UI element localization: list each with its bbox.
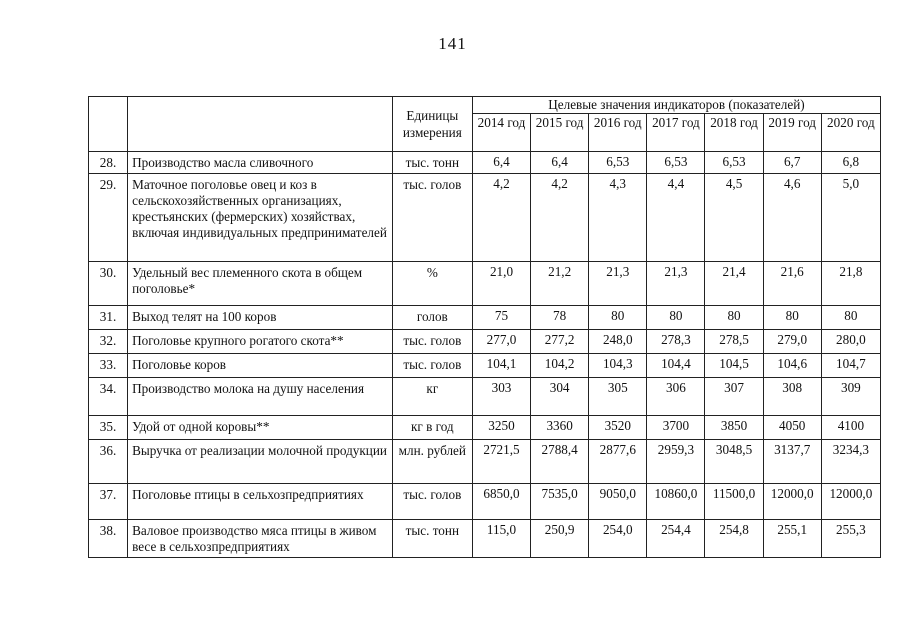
value-cell: 21,8 <box>821 262 880 306</box>
unit-cell: тыс. тонн <box>392 152 472 174</box>
value-cell: 12000,0 <box>763 484 821 520</box>
row-number: 32. <box>89 330 128 354</box>
table-row <box>89 174 881 262</box>
value-cell: 80 <box>763 306 821 330</box>
value-cell: 255,1 <box>763 520 821 558</box>
unit-cell: тыс. тонн <box>392 520 472 558</box>
value-cell: 305 <box>589 378 647 416</box>
value-cell: 9050,0 <box>589 484 647 520</box>
value-cell: 279,0 <box>763 330 821 354</box>
table-row <box>89 330 881 354</box>
value-cell: 2788,4 <box>531 440 589 484</box>
header-year: 2018 год <box>705 114 763 152</box>
row-number: 34. <box>89 378 128 416</box>
value-cell: 6,53 <box>647 152 705 174</box>
value-cell: 254,4 <box>647 520 705 558</box>
value-cell: 5,0 <box>821 174 880 262</box>
header-year: 2019 год <box>763 114 821 152</box>
indicator-name: Поголовье коров <box>128 354 393 378</box>
indicator-name: Выход телят на 100 коров <box>128 306 393 330</box>
indicator-name: Удельный вес племенного скота в общем поголовье* <box>128 262 393 306</box>
value-cell: 277,2 <box>531 330 589 354</box>
value-cell: 80 <box>647 306 705 330</box>
value-cell: 104,6 <box>763 354 821 378</box>
value-cell: 3360 <box>531 416 589 440</box>
unit-cell: голов <box>392 306 472 330</box>
value-cell: 4,5 <box>705 174 763 262</box>
value-cell: 3520 <box>589 416 647 440</box>
value-cell: 3850 <box>705 416 763 440</box>
value-cell: 280,0 <box>821 330 880 354</box>
value-cell: 80 <box>589 306 647 330</box>
row-number: 38. <box>89 520 128 558</box>
value-cell: 4,3 <box>589 174 647 262</box>
value-cell: 78 <box>531 306 589 330</box>
unit-cell: кг в год <box>392 416 472 440</box>
table-row <box>89 416 881 440</box>
value-cell: 104,7 <box>821 354 880 378</box>
value-cell: 21,2 <box>531 262 589 306</box>
header-year: 2020 год <box>821 114 880 152</box>
value-cell: 6850,0 <box>472 484 530 520</box>
row-number: 37. <box>89 484 128 520</box>
value-cell: 4050 <box>763 416 821 440</box>
value-cell: 21,0 <box>472 262 530 306</box>
value-cell: 2721,5 <box>472 440 530 484</box>
value-cell: 11500,0 <box>705 484 763 520</box>
value-cell: 12000,0 <box>821 484 880 520</box>
value-cell: 3250 <box>472 416 530 440</box>
value-cell: 21,4 <box>705 262 763 306</box>
value-cell: 21,6 <box>763 262 821 306</box>
value-cell: 304 <box>531 378 589 416</box>
value-cell: 6,8 <box>821 152 880 174</box>
value-cell: 2959,3 <box>647 440 705 484</box>
value-cell: 303 <box>472 378 530 416</box>
unit-cell: кг <box>392 378 472 416</box>
value-cell: 306 <box>647 378 705 416</box>
value-cell: 4,6 <box>763 174 821 262</box>
table-row <box>89 520 881 558</box>
value-cell: 254,0 <box>589 520 647 558</box>
value-cell: 278,5 <box>705 330 763 354</box>
value-cell: 104,1 <box>472 354 530 378</box>
value-cell: 80 <box>705 306 763 330</box>
value-cell: 21,3 <box>647 262 705 306</box>
value-cell: 3137,7 <box>763 440 821 484</box>
value-cell: 3048,5 <box>705 440 763 484</box>
value-cell: 3234,3 <box>821 440 880 484</box>
table-row <box>89 306 881 330</box>
row-number: 30. <box>89 262 128 306</box>
value-cell: 7535,0 <box>531 484 589 520</box>
value-cell: 248,0 <box>589 330 647 354</box>
page-number: 141 <box>438 34 467 53</box>
value-cell: 75 <box>472 306 530 330</box>
value-cell: 10860,0 <box>647 484 705 520</box>
header-target-values: Целевые значения индикаторов (показателей) <box>472 97 880 114</box>
row-number: 28. <box>89 152 128 174</box>
unit-cell: тыс. голов <box>392 174 472 262</box>
unit-cell: % <box>392 262 472 306</box>
indicator-name: Удой от одной коровы** <box>128 416 393 440</box>
value-cell: 104,4 <box>647 354 705 378</box>
indicator-name: Маточное поголовье овец и коз в сельскохозяйственных организациях, крестьянских (фермерских) хозяйствах, включая индивидуальных предпринимателей <box>128 174 393 262</box>
row-number: 31. <box>89 306 128 330</box>
row-number: 33. <box>89 354 128 378</box>
value-cell: 104,3 <box>589 354 647 378</box>
table-row <box>89 440 881 484</box>
unit-cell: млн. рублей <box>392 440 472 484</box>
value-cell: 104,5 <box>705 354 763 378</box>
value-cell: 2877,6 <box>589 440 647 484</box>
indicators-table <box>88 96 881 558</box>
unit-cell: тыс. голов <box>392 484 472 520</box>
value-cell: 6,7 <box>763 152 821 174</box>
header-year: 2017 год <box>647 114 705 152</box>
value-cell: 6,4 <box>531 152 589 174</box>
indicator-name: Выручка от реализации молочной продукции <box>128 440 393 484</box>
indicator-name: Поголовье крупного рогатого скота** <box>128 330 393 354</box>
header-name-cell <box>128 97 393 152</box>
value-cell: 250,9 <box>531 520 589 558</box>
value-cell: 6,4 <box>472 152 530 174</box>
indicator-name: Производство молока на душу населения <box>128 378 393 416</box>
row-number: 35. <box>89 416 128 440</box>
value-cell: 21,3 <box>589 262 647 306</box>
value-cell: 6,53 <box>589 152 647 174</box>
value-cell: 307 <box>705 378 763 416</box>
value-cell: 80 <box>821 306 880 330</box>
unit-cell: тыс. голов <box>392 330 472 354</box>
value-cell: 308 <box>763 378 821 416</box>
value-cell: 6,53 <box>705 152 763 174</box>
row-number: 36. <box>89 440 128 484</box>
value-cell: 3700 <box>647 416 705 440</box>
header-units: Единицы измерения <box>392 97 472 152</box>
table-row <box>89 152 881 174</box>
indicator-name: Валовое производство мяса птицы в живом весе в сельхозпредприятиях <box>128 520 393 558</box>
header-num-cell <box>89 97 128 152</box>
table-row <box>89 484 881 520</box>
value-cell: 309 <box>821 378 880 416</box>
table-header <box>89 97 881 152</box>
header-year: 2015 год <box>531 114 589 152</box>
value-cell: 278,3 <box>647 330 705 354</box>
value-cell: 104,2 <box>531 354 589 378</box>
value-cell: 4,2 <box>531 174 589 262</box>
value-cell: 115,0 <box>472 520 530 558</box>
table-body <box>89 152 881 558</box>
indicator-name: Поголовье птицы в сельхозпредприятиях <box>128 484 393 520</box>
value-cell: 4100 <box>821 416 880 440</box>
header-year: 2014 год <box>472 114 530 152</box>
value-cell: 4,4 <box>647 174 705 262</box>
value-cell: 254,8 <box>705 520 763 558</box>
row-number: 29. <box>89 174 128 262</box>
value-cell: 277,0 <box>472 330 530 354</box>
table-row <box>89 262 881 306</box>
indicator-name: Производство масла сливочного <box>128 152 393 174</box>
table-row <box>89 354 881 378</box>
header-row-group <box>89 97 881 114</box>
table-row <box>89 378 881 416</box>
unit-cell: тыс. голов <box>392 354 472 378</box>
value-cell: 4,2 <box>472 174 530 262</box>
header-year: 2016 год <box>589 114 647 152</box>
value-cell: 255,3 <box>821 520 880 558</box>
